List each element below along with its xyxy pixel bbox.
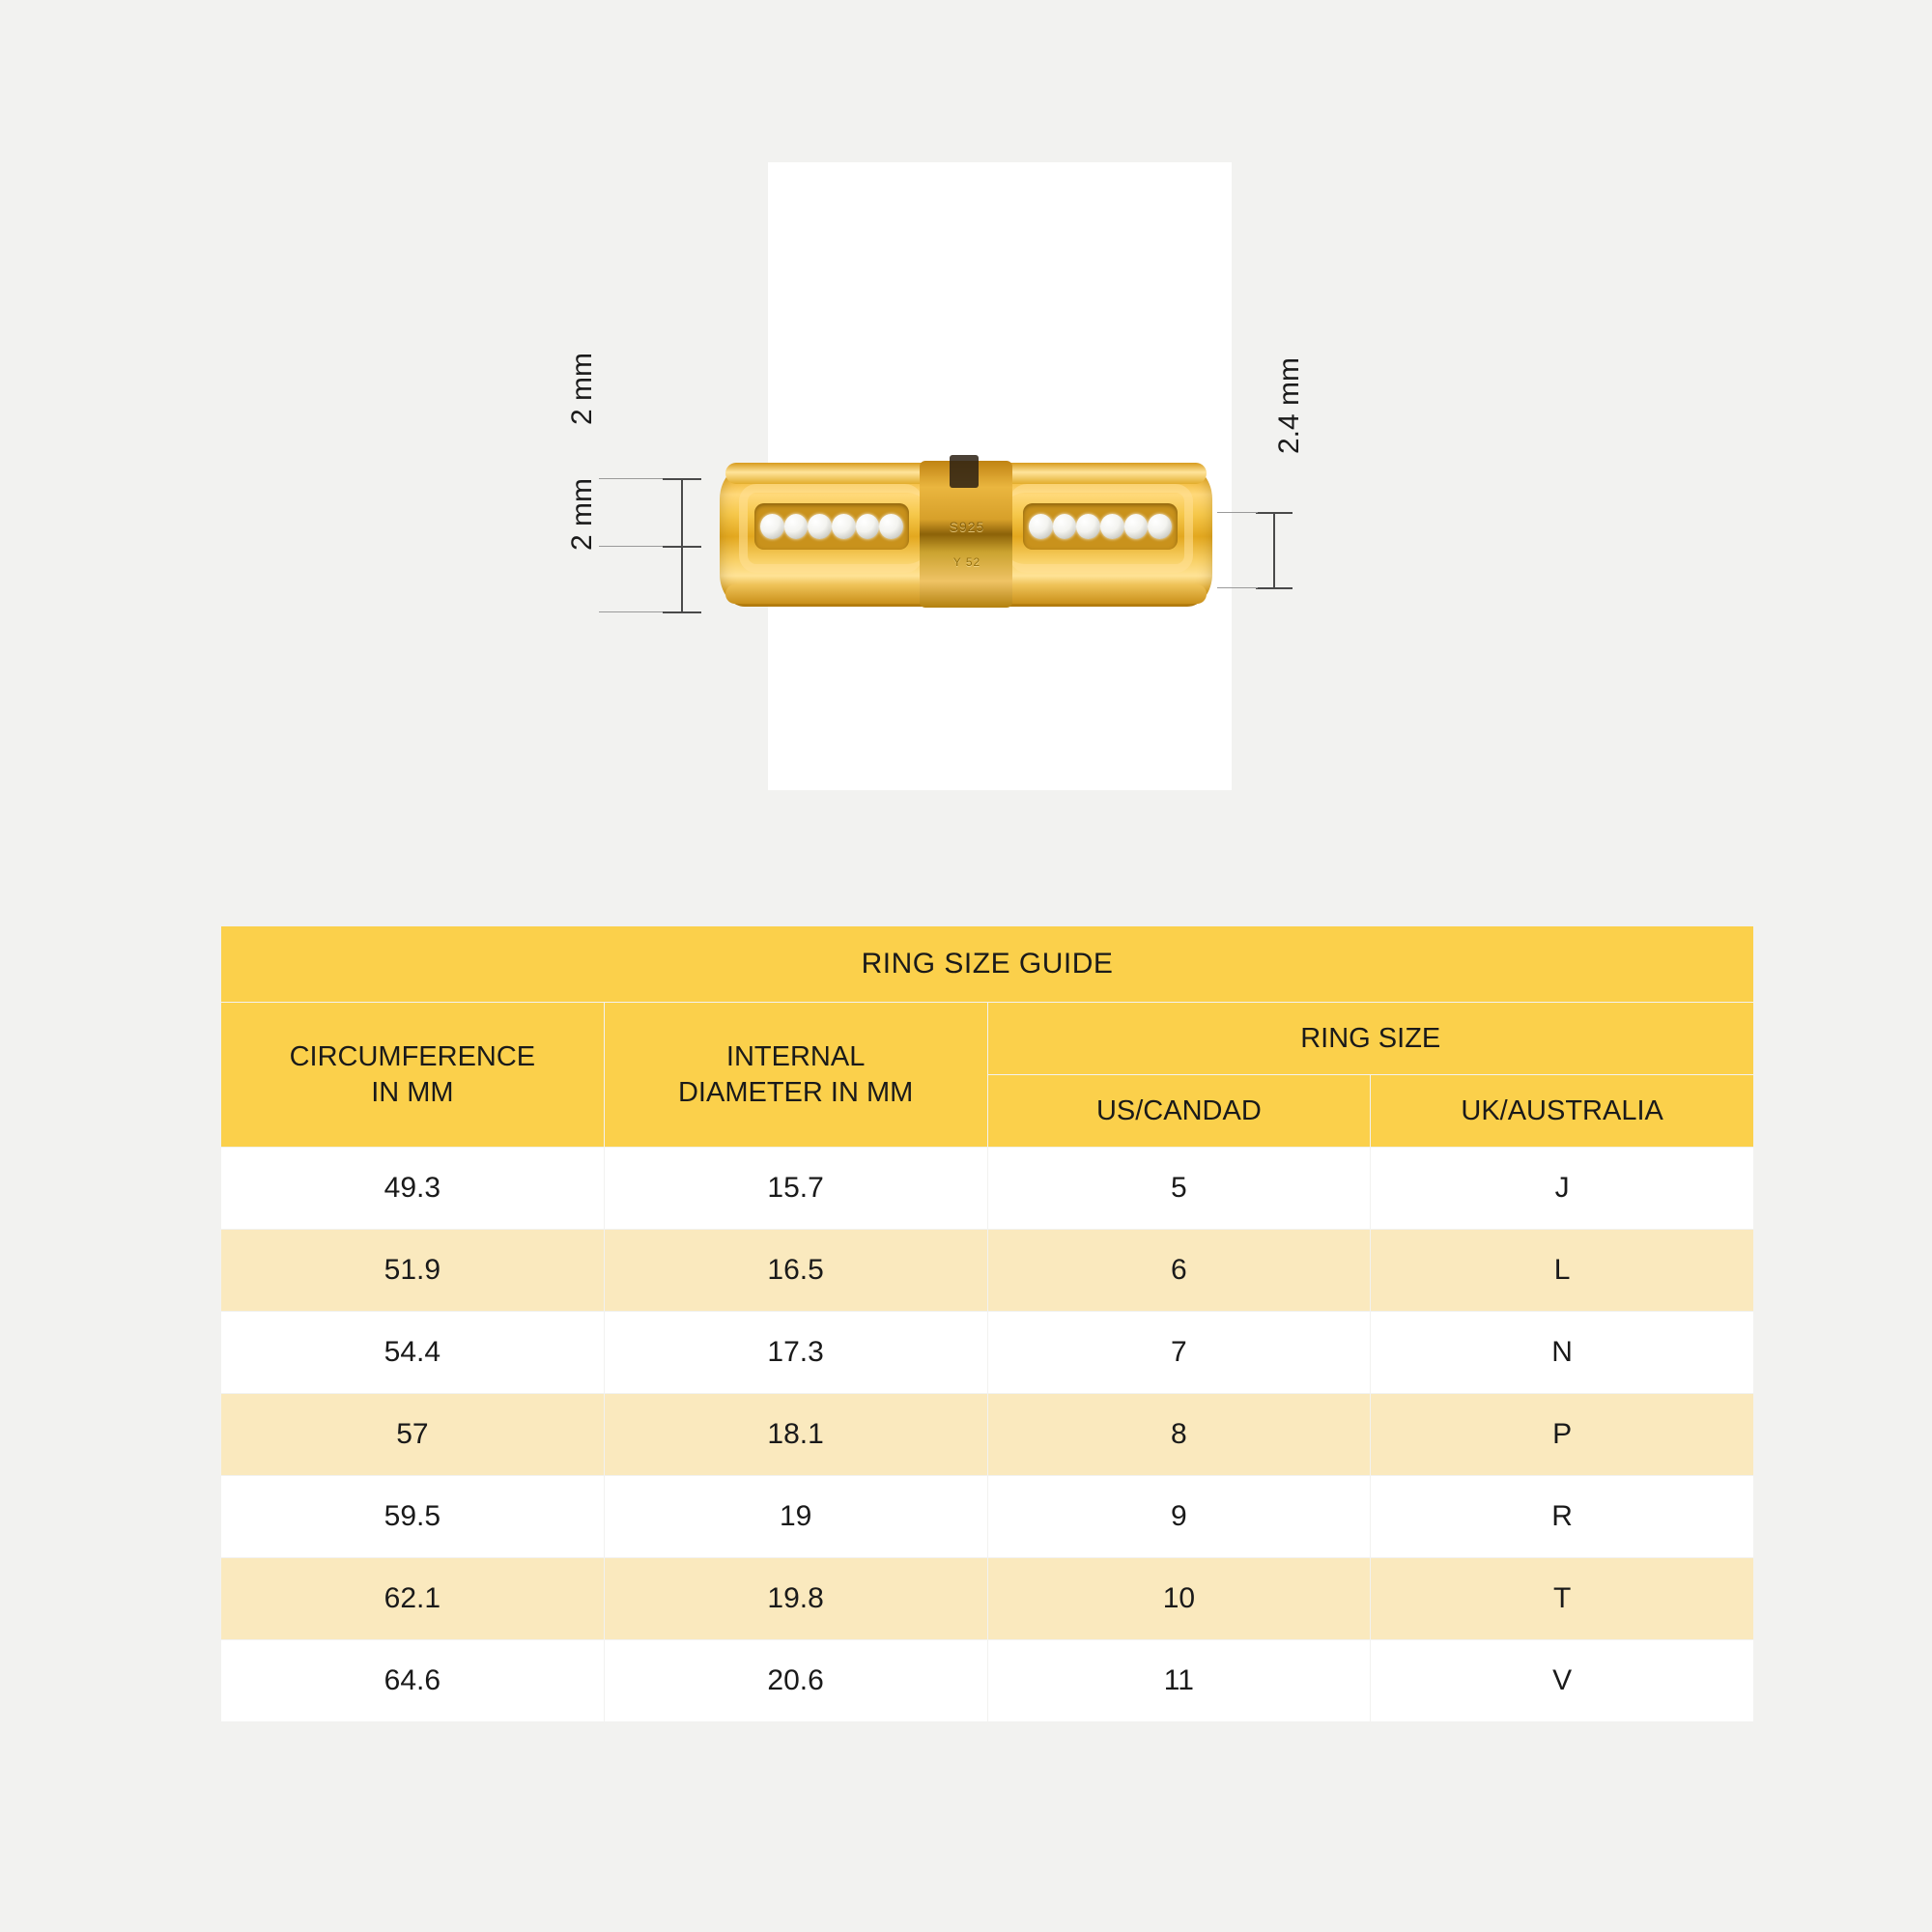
table-row: [221, 1640, 1754, 1722]
diamond-gem: [879, 514, 903, 539]
diamond-gem: [1076, 514, 1100, 539]
cell-us-size: 8: [987, 1394, 1371, 1476]
table-header-row-1: [221, 1003, 1754, 1075]
ring-illustration: [720, 449, 1212, 623]
ring-size-guide-table-wrapper: [220, 925, 1754, 1722]
cell-circumference: 64.6: [221, 1640, 605, 1722]
engraving-hallmark-bottom: Y 52: [952, 555, 981, 569]
cell-us-size: 5: [987, 1148, 1371, 1230]
cell-us-size: 9: [987, 1476, 1371, 1558]
table-row: [221, 1394, 1754, 1476]
column-header-ring-size: RING SIZE: [987, 1003, 1754, 1075]
cell-diameter: 15.7: [604, 1148, 987, 1230]
table-header: [221, 926, 1754, 1148]
cell-circumference: 49.3: [221, 1148, 605, 1230]
dim-left-tick-mid: [663, 546, 701, 548]
dim-right-vertical-rule: [1273, 512, 1275, 589]
column-header-diameter-line1: INTERNAL: [725, 1041, 866, 1073]
column-header-diameter: [604, 1003, 987, 1148]
dim-left-extension-top: [599, 478, 663, 479]
column-header-us-canada: US/CANDAD: [987, 1075, 1371, 1148]
cell-uk-size: V: [1371, 1640, 1754, 1722]
ring-center-notch: [950, 455, 979, 488]
table-row: [221, 1312, 1754, 1394]
engraving-hallmark-top: S925: [949, 519, 985, 534]
column-header-uk-australia: UK/AUSTRALIA: [1371, 1075, 1754, 1148]
cell-circumference: 51.9: [221, 1230, 605, 1312]
cell-us-size: 6: [987, 1230, 1371, 1312]
diamond-gem: [784, 514, 809, 539]
cell-circumference: 57: [221, 1394, 605, 1476]
dim-left-extension-mid: [599, 546, 663, 547]
dim-left-tick-top: [663, 478, 701, 480]
diamond-gem: [1029, 514, 1053, 539]
pave-channel-right: [1023, 503, 1178, 550]
diamond-gem: [856, 514, 880, 539]
cell-diameter: 19: [604, 1476, 987, 1558]
table-title-row: [221, 926, 1754, 1003]
dim-left-tick-bottom: [663, 611, 701, 613]
cell-circumference: 54.4: [221, 1312, 605, 1394]
dim-right-tick-bottom: [1256, 587, 1293, 589]
column-header-diameter-line2: DIAMETER IN MM: [677, 1076, 914, 1108]
cell-diameter: 17.3: [604, 1312, 987, 1394]
cell-diameter: 20.6: [604, 1640, 987, 1722]
dim-right-extension-top: [1217, 512, 1258, 513]
dim-right-extension-bottom: [1217, 587, 1258, 588]
table-body: [221, 1148, 1754, 1722]
diamond-gem: [832, 514, 856, 539]
table-row: [221, 1230, 1754, 1312]
cell-uk-size: T: [1371, 1558, 1754, 1640]
diamond-gem: [808, 514, 832, 539]
cell-us-size: 7: [987, 1312, 1371, 1394]
table-row: [221, 1476, 1754, 1558]
cell-uk-size: L: [1371, 1230, 1754, 1312]
dim-left-extension-bottom: [599, 611, 663, 612]
column-header-circumference: [221, 1003, 605, 1148]
diamond-gem: [1148, 514, 1172, 539]
cell-uk-size: J: [1371, 1148, 1754, 1230]
diamond-gem: [1053, 514, 1077, 539]
cell-us-size: 11: [987, 1640, 1371, 1722]
dim-right-tick-top: [1256, 512, 1293, 514]
dim-label-left-bottom: 2 mm: [566, 478, 598, 551]
cell-diameter: 19.8: [604, 1558, 987, 1640]
ring-size-guide-table: [220, 925, 1754, 1722]
cell-circumference: 62.1: [221, 1558, 605, 1640]
dim-label-left-top: 2 mm: [566, 353, 598, 425]
cell-us-size: 10: [987, 1558, 1371, 1640]
cell-uk-size: N: [1371, 1312, 1754, 1394]
column-header-circumference-line2: IN MM: [371, 1076, 454, 1108]
cell-diameter: 18.1: [604, 1394, 987, 1476]
table-row: [221, 1558, 1754, 1640]
pave-channel-left: [754, 503, 909, 550]
diamond-gem: [1100, 514, 1124, 539]
cell-uk-size: R: [1371, 1476, 1754, 1558]
table-row: [221, 1148, 1754, 1230]
dim-label-right: 2.4 mm: [1273, 356, 1305, 454]
cell-circumference: 59.5: [221, 1476, 605, 1558]
column-header-circumference-line1: CIRCUMFERENCE: [289, 1041, 536, 1073]
cell-uk-size: P: [1371, 1394, 1754, 1476]
product-image-area: [0, 0, 1932, 869]
diamond-gem: [1124, 514, 1149, 539]
cell-diameter: 16.5: [604, 1230, 987, 1312]
diamond-gem: [760, 514, 784, 539]
table-title: RING SIZE GUIDE: [221, 926, 1754, 1003]
